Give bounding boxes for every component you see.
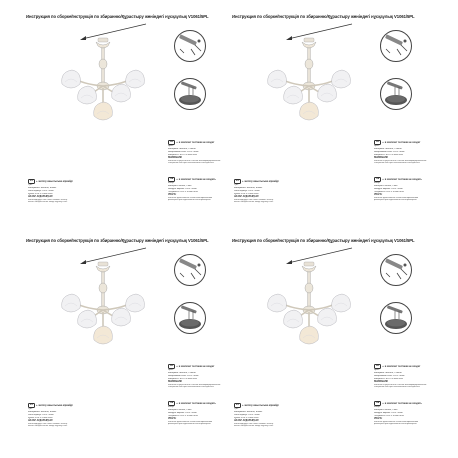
kz-note: [234, 199, 296, 205]
spec-line: Монтаждауды тек білікті маман электр: [234, 198, 274, 201]
sheet-title: Инструкция по сборке/Інструкція по збиранню/Құрастыру жөніндегі нұсқаулық V1061/5PL: [232, 238, 415, 243]
chandelier-illustration: [258, 36, 358, 128]
spec-line: Напряжение сети: 220V~50Hz: [168, 150, 199, 153]
ua-note: [168, 197, 230, 203]
instruction-sheet: [232, 14, 436, 214]
spec-line: Потужність: E14 5 x max 40W: [374, 190, 404, 193]
spec-line: Напруга мережі: 220V~50Hz: [374, 187, 403, 190]
spec-line: Потужність: E14 5 x max 40W: [374, 414, 404, 417]
spec-line: желісі ажыратылған кезде жүргізуі тиіс.: [234, 201, 274, 204]
star-icon: ★: [176, 142, 179, 145]
ua-note-heading: УВАГА!: [374, 193, 383, 196]
spec-line: фахівцем при відключеній електромережі.: [374, 199, 417, 202]
sheet-title: Инструкция по сборке/Інструкція по збиранню/Құрастыру жөніндегі нұсқаулық V1061/5PL: [26, 14, 209, 19]
kz-note-heading: НАЗАР АУДАРЫҢЫЗ!: [28, 419, 53, 422]
chandelier-illustration: [52, 260, 152, 352]
kz-flag: KZ: [236, 404, 239, 406]
instruction-sheet: [232, 238, 436, 438]
spec-line: Материалы: Металл, Шыны: [234, 410, 263, 413]
ru-heading: в комплект поставки не входит: [178, 366, 215, 369]
chandelier-illustration: [258, 260, 358, 352]
ru-flag: RU: [170, 365, 174, 367]
spec-line: Колір:: [168, 182, 175, 184]
ru-note-heading: ВНИМАНИЕ!: [374, 156, 389, 159]
ua-lines: [374, 406, 436, 418]
spec-line: Монтаж осуществлять только квалифицированным: [374, 383, 427, 386]
ua-heading: в комплект поставки не входить: [178, 403, 216, 406]
ru-spec-block: [168, 140, 230, 165]
star-icon: ★: [176, 403, 179, 406]
kz-note: [234, 423, 296, 429]
spec-line: Напряжение сети: 220V~50Hz: [168, 374, 199, 377]
spec-line: Мощность: E14 5 x max 40W: [374, 377, 404, 380]
ru-flag: RU: [376, 141, 380, 143]
kz-flag: KZ: [30, 180, 33, 182]
spec-line: Монтаж здійснювати тільки кваліфікованим: [374, 196, 419, 199]
spec-line: Колір:: [374, 182, 381, 184]
instruction-sheet: [26, 14, 230, 214]
ua-note: [374, 197, 436, 203]
ru-heading: в комплект поставки не входит: [178, 142, 215, 145]
spec-line: Мощность: E14 5 x max 40W: [374, 153, 404, 156]
ua-heading: в комплект поставки не входить: [178, 179, 216, 182]
kz-flag: KZ: [236, 180, 239, 182]
sheet-title: Инструкция по сборке/Інструкція по збиранню/Құрастыру жөніндегі нұсқаулық V1061/5PL: [26, 238, 209, 243]
mounting-bracket-detail: [380, 254, 412, 286]
ua-heading: в комплект поставки не входить: [384, 403, 422, 406]
spec-line: Қуаты: E14 5 x max 40W: [28, 416, 53, 419]
star-icon: ★: [35, 405, 39, 408]
spec-line: Материал: Металл, Стекло: [168, 371, 196, 374]
spec-line: Қуаты: E14 5 x max 40W: [28, 192, 53, 195]
canopy-plate-icon: [381, 79, 411, 109]
ua-flag: UA: [376, 178, 380, 180]
ru-flag: RU: [170, 141, 174, 143]
spec-line: Монтаж осуществлять только квалифицированным: [168, 159, 221, 162]
kz-heading: жеткізу жиынтығына кірмейді: [38, 405, 73, 408]
spec-line: Түсі:: [28, 184, 33, 186]
spec-line: Қуаты: E14 5 x max 40W: [234, 416, 259, 419]
spec-line: Мощность: E14 5 x max 40W: [168, 377, 198, 380]
spec-line: Монтаждауды тек білікті маман электр: [234, 422, 274, 425]
spec-line: Желі кернеуі: 220V~50Hz: [234, 413, 260, 416]
mounting-bracket-detail: [174, 254, 206, 286]
star-icon: ★: [176, 179, 179, 182]
spec-line: Потужність: E14 5 x max 40W: [168, 414, 198, 417]
ua-spec-block: [374, 177, 436, 202]
spec-line: фахівцем при відключеній електромережі.: [168, 423, 211, 426]
bracket-screws-icon: [175, 31, 205, 61]
spec-line: Матеріал: Метал, Скло: [374, 408, 398, 411]
ua-note-heading: УВАГА!: [168, 193, 177, 196]
spec-line: Желі кернеуі: 220V~50Hz: [234, 189, 260, 192]
spec-line: Напруга мережі: 220V~50Hz: [168, 187, 197, 190]
ua-heading: в комплект поставки не входить: [384, 179, 422, 182]
ru-heading: в комплект поставки не входит: [384, 142, 421, 145]
kz-heading: жеткізу жиынтығына кірмейді: [244, 181, 279, 184]
ru-lines: [168, 145, 230, 157]
ua-spec-block: [168, 177, 230, 202]
spec-line: желісі ажыратылған кезде жүргізуі тиіс.: [234, 425, 274, 428]
mounting-bracket-detail: [380, 30, 412, 62]
kz-spec-block: [234, 403, 296, 428]
star-icon: ★: [382, 142, 385, 145]
spec-line: Матеріал: Метал, Скло: [374, 184, 398, 187]
spec-line: Желі кернеуі: 220V~50Hz: [28, 189, 54, 192]
spec-line: фахівцем при відключеній електромережі.: [168, 199, 211, 202]
ua-note-heading: УВАГА!: [374, 417, 383, 420]
spec-line: Түсі:: [234, 184, 239, 186]
kz-flag: KZ: [30, 404, 33, 406]
spec-line: специалистом при отключённой электросети.: [374, 162, 421, 165]
bracket-screws-icon: [381, 255, 411, 285]
spec-line: Түсі:: [234, 408, 239, 410]
spec-line: Потужність: E14 5 x max 40W: [168, 190, 198, 193]
ua-spec-block: [168, 401, 230, 426]
ua-flag: UA: [170, 178, 174, 180]
canopy-plate-icon: [175, 79, 205, 109]
spec-line: Монтаж осуществлять только квалифицированным: [168, 383, 221, 386]
spec-line: специалистом при отключённой электросети.: [374, 386, 421, 389]
canopy-assembly-detail: [380, 78, 412, 110]
spec-line: Монтаж осуществлять только квалифицированным: [374, 159, 427, 162]
spec-line: специалистом при отключённой электросети.: [168, 386, 215, 389]
spec-line: Монтаж здійснювати тільки кваліфікованим: [168, 196, 213, 199]
ru-note: [168, 160, 230, 166]
spec-line: Материал: Металл, Стекло: [374, 371, 402, 374]
ru-note: [374, 384, 436, 390]
bracket-screws-icon: [381, 31, 411, 61]
spec-line: Колір:: [168, 406, 175, 408]
star-icon: ★: [35, 181, 39, 184]
spec-line: Матеріал: Метал, Скло: [168, 408, 192, 411]
star-icon: ★: [176, 366, 179, 369]
ua-lines: [168, 182, 230, 194]
ru-spec-block: [374, 364, 436, 389]
sheet-title: Инструкция по сборке/Інструкція по збиранню/Құрастыру жөніндегі нұсқаулық V1061/5PL: [232, 14, 415, 19]
ua-note: [374, 421, 436, 427]
kz-lines: [234, 408, 296, 420]
kz-heading: жеткізу жиынтығына кірмейді: [244, 405, 279, 408]
spec-line: Монтаж здійснювати тільки кваліфікованим: [374, 420, 419, 423]
spec-line: Қуаты: E14 5 x max 40W: [234, 192, 259, 195]
kz-spec-block: [234, 179, 296, 204]
ru-lines: [374, 369, 436, 381]
kz-spec-block: [28, 403, 90, 428]
star-icon: ★: [241, 405, 245, 408]
ua-lines: [168, 406, 230, 418]
ru-note-heading: ВНИМАНИЕ!: [374, 380, 389, 383]
chandelier-illustration: [52, 36, 152, 128]
ru-heading: в комплект поставки не входит: [384, 366, 421, 369]
spec-line: Монтаждауды тек білікті маман электр: [28, 198, 68, 201]
ua-note-heading: УВАГА!: [168, 417, 177, 420]
mounting-bracket-detail: [174, 30, 206, 62]
spec-line: Түсі:: [28, 408, 33, 410]
kz-lines: [28, 184, 90, 196]
star-icon: ★: [382, 403, 385, 406]
instruction-sheet: [26, 238, 230, 438]
spec-line: фахівцем при відключеній електромережі.: [374, 423, 417, 426]
star-icon: ★: [382, 179, 385, 182]
kz-note-heading: НАЗАР АУДАРЫҢЫЗ!: [234, 419, 259, 422]
ru-flag: RU: [376, 365, 380, 367]
spec-line: Напряжение сети: 220V~50Hz: [374, 374, 405, 377]
ru-note: [374, 160, 436, 166]
canopy-assembly-detail: [174, 78, 206, 110]
ua-flag: UA: [170, 402, 174, 404]
spec-line: Колір:: [374, 406, 381, 408]
kz-note-heading: НАЗАР АУДАРЫҢЫЗ!: [234, 195, 259, 198]
spec-line: желісі ажыратылған кезде жүргізуі тиіс.: [28, 201, 68, 204]
ru-note: [168, 384, 230, 390]
kz-note: [28, 423, 90, 429]
spec-line: Напруга мережі: 220V~50Hz: [168, 411, 197, 414]
kz-spec-block: [28, 179, 90, 204]
bracket-screws-icon: [175, 255, 205, 285]
spec-line: Материал: Металл, Стекло: [168, 147, 196, 150]
canopy-plate-icon: [175, 303, 205, 333]
ua-note: [168, 421, 230, 427]
star-icon: ★: [382, 366, 385, 369]
ru-note-heading: ВНИМАНИЕ!: [168, 156, 183, 159]
ru-note-heading: ВНИМАНИЕ!: [168, 380, 183, 383]
spec-line: Напруга мережі: 220V~50Hz: [374, 411, 403, 414]
spec-line: Мощность: E14 5 x max 40W: [168, 153, 198, 156]
spec-line: Цвет:: [374, 369, 380, 371]
kz-note: [28, 199, 90, 205]
ua-spec-block: [374, 401, 436, 426]
spec-line: Материалы: Металл, Шыны: [28, 186, 57, 189]
spec-line: Матеріал: Метал, Скло: [168, 184, 192, 187]
spec-line: Материал: Металл, Стекло: [374, 147, 402, 150]
spec-line: желісі ажыратылған кезде жүргізуі тиіс.: [28, 425, 68, 428]
ru-lines: [374, 145, 436, 157]
spec-line: специалистом при отключённой электросети.: [168, 162, 215, 165]
canopy-assembly-detail: [380, 302, 412, 334]
ru-spec-block: [168, 364, 230, 389]
star-icon: ★: [241, 181, 245, 184]
kz-note-heading: НАЗАР АУДАРЫҢЫЗ!: [28, 195, 53, 198]
spec-line: Цвет:: [168, 145, 174, 147]
ua-flag: UA: [376, 402, 380, 404]
ua-lines: [374, 182, 436, 194]
kz-heading: жеткізу жиынтығына кірмейді: [38, 181, 73, 184]
canopy-assembly-detail: [174, 302, 206, 334]
spec-line: Материалы: Металл, Шыны: [28, 410, 57, 413]
ru-lines: [168, 369, 230, 381]
kz-lines: [234, 184, 296, 196]
spec-line: Желі кернеуі: 220V~50Hz: [28, 413, 54, 416]
spec-line: Монтаждауды тек білікті маман электр: [28, 422, 68, 425]
spec-line: Материалы: Металл, Шыны: [234, 186, 263, 189]
spec-line: Напряжение сети: 220V~50Hz: [374, 150, 405, 153]
spec-line: Цвет:: [374, 145, 380, 147]
spec-line: Монтаж здійснювати тільки кваліфікованим: [168, 420, 213, 423]
ru-spec-block: [374, 140, 436, 165]
kz-lines: [28, 408, 90, 420]
spec-line: Цвет:: [168, 369, 174, 371]
canopy-plate-icon: [381, 303, 411, 333]
